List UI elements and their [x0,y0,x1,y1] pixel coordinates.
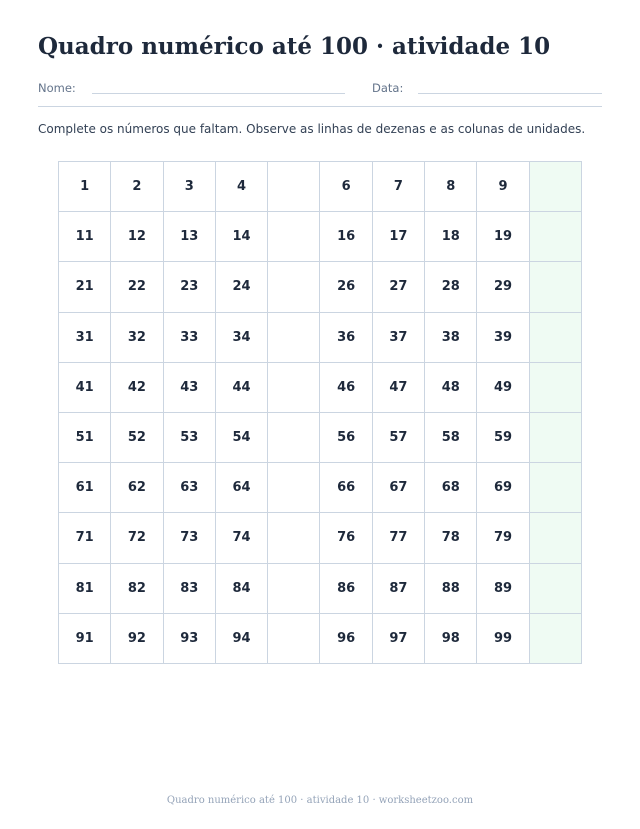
number-cell: 47 [373,363,425,413]
number-cell: 67 [373,463,425,513]
number-cell: 18 [425,212,477,262]
number-cell: 54 [216,413,268,463]
number-cell: 69 [477,463,529,513]
name-line[interactable] [92,93,345,94]
worksheet-fields [38,80,602,100]
blank-cell[interactable] [268,162,320,212]
blank-cell[interactable] [530,313,582,363]
number-cell: 3 [164,162,216,212]
number-cell: 58 [425,413,477,463]
number-cell: 26 [320,262,372,312]
number-cell: 86 [320,564,372,614]
blank-cell[interactable] [530,614,582,664]
blank-cell[interactable] [530,162,582,212]
number-cell: 92 [111,614,163,664]
number-cell: 16 [320,212,372,262]
blank-cell[interactable] [530,262,582,312]
number-cell: 62 [111,463,163,513]
date-label: Data: [372,81,404,95]
number-cell: 56 [320,413,372,463]
blank-cell[interactable] [268,413,320,463]
number-cell: 73 [164,513,216,563]
number-cell: 96 [320,614,372,664]
blank-cell[interactable] [268,614,320,664]
number-cell: 64 [216,463,268,513]
number-cell: 31 [59,313,111,363]
hundred-chart-grid [58,161,582,664]
number-cell: 39 [477,313,529,363]
number-cell: 79 [477,513,529,563]
number-cell: 59 [477,413,529,463]
number-cell: 93 [164,614,216,664]
number-cell: 72 [111,513,163,563]
number-cell: 77 [373,513,425,563]
number-cell: 14 [216,212,268,262]
header-divider [38,106,602,107]
number-cell: 4 [216,162,268,212]
number-cell: 19 [477,212,529,262]
number-cell: 32 [111,313,163,363]
blank-cell[interactable] [530,463,582,513]
number-cell: 53 [164,413,216,463]
number-cell: 12 [111,212,163,262]
number-cell: 34 [216,313,268,363]
blank-cell[interactable] [268,212,320,262]
number-cell: 46 [320,363,372,413]
number-cell: 33 [164,313,216,363]
number-cell: 21 [59,262,111,312]
number-cell: 83 [164,564,216,614]
number-cell: 63 [164,463,216,513]
number-cell: 71 [59,513,111,563]
blank-cell[interactable] [268,564,320,614]
number-cell: 43 [164,363,216,413]
blank-cell[interactable] [268,363,320,413]
instructions: Complete os números que faltam. Observe as linhas de dezenas e as colunas de unidades. [38,122,586,136]
blank-cell[interactable] [530,363,582,413]
number-cell: 51 [59,413,111,463]
number-cell: 1 [59,162,111,212]
blank-cell[interactable] [530,513,582,563]
number-cell: 7 [373,162,425,212]
number-cell: 36 [320,313,372,363]
number-cell: 84 [216,564,268,614]
number-cell: 22 [111,262,163,312]
number-cell: 91 [59,614,111,664]
number-cell: 89 [477,564,529,614]
number-cell: 9 [477,162,529,212]
blank-cell[interactable] [530,212,582,262]
number-cell: 41 [59,363,111,413]
blank-cell[interactable] [268,513,320,563]
blank-cell[interactable] [268,262,320,312]
number-cell: 44 [216,363,268,413]
number-cell: 98 [425,614,477,664]
number-cell: 24 [216,262,268,312]
number-cell: 37 [373,313,425,363]
number-cell: 87 [373,564,425,614]
number-cell: 38 [425,313,477,363]
page-title: Quadro numérico até 100 · atividade 10 [38,33,551,60]
number-cell: 29 [477,262,529,312]
date-line[interactable] [418,93,602,94]
number-cell: 28 [425,262,477,312]
number-cell: 61 [59,463,111,513]
number-cell: 97 [373,614,425,664]
name-label: Nome: [38,81,76,95]
number-cell: 78 [425,513,477,563]
number-cell: 23 [164,262,216,312]
number-cell: 52 [111,413,163,463]
number-cell: 6 [320,162,372,212]
number-cell: 8 [425,162,477,212]
number-cell: 66 [320,463,372,513]
number-cell: 17 [373,212,425,262]
number-cell: 13 [164,212,216,262]
footer: Quadro numérico até 100 · atividade 10 · worksheetzoo.com [166,795,474,806]
blank-cell[interactable] [268,313,320,363]
number-cell: 48 [425,363,477,413]
number-cell: 49 [477,363,529,413]
number-cell: 81 [59,564,111,614]
number-cell: 99 [477,614,529,664]
number-cell: 57 [373,413,425,463]
number-cell: 27 [373,262,425,312]
blank-cell[interactable] [268,463,320,513]
number-cell: 42 [111,363,163,413]
number-cell: 82 [111,564,163,614]
number-cell: 2 [111,162,163,212]
number-cell: 68 [425,463,477,513]
number-cell: 76 [320,513,372,563]
blank-cell[interactable] [530,564,582,614]
number-cell: 74 [216,513,268,563]
number-cell: 11 [59,212,111,262]
number-cell: 94 [216,614,268,664]
number-cell: 88 [425,564,477,614]
blank-cell[interactable] [530,413,582,463]
